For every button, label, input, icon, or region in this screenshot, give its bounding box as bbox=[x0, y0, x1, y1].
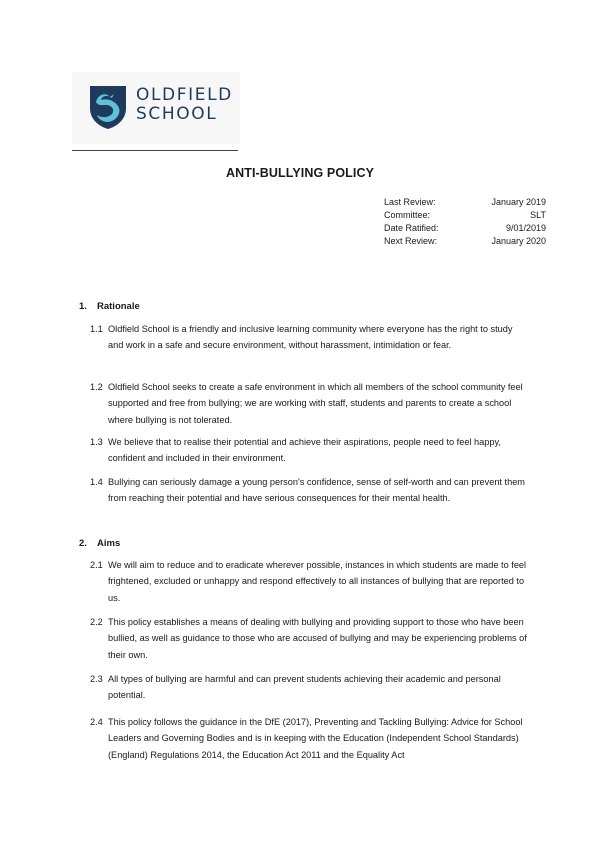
meta-label: Last Review: bbox=[384, 197, 436, 207]
item-number: 2.3 bbox=[90, 674, 103, 684]
item-number: 1.1 bbox=[90, 324, 103, 334]
review-metadata bbox=[384, 196, 546, 248]
meta-row bbox=[384, 209, 546, 222]
section-heading-rationale bbox=[79, 300, 140, 313]
policy-item bbox=[90, 614, 530, 663]
policy-item bbox=[90, 714, 530, 763]
policy-item bbox=[90, 474, 530, 507]
item-text: Oldfield School seeks to create a safe environment in which all members of the school community feel supported and free from bullying; we are working with staff, students and parents to create a school where bullying is not tolerated. bbox=[108, 382, 523, 425]
policy-item bbox=[90, 434, 530, 467]
section-number: 1. bbox=[79, 301, 87, 312]
logo-wordmark bbox=[136, 86, 233, 124]
item-number: 1.4 bbox=[90, 477, 103, 487]
item-number: 1.3 bbox=[90, 437, 103, 447]
policy-item bbox=[90, 321, 530, 354]
item-text: We will aim to reduce and to eradicate wherever possible, instances in which students are made to feel frightened, excluded or unhappy and respond effectively to all instances of bullying that are reported to us. bbox=[108, 560, 527, 603]
section-heading-aims bbox=[79, 537, 120, 550]
document-title: ANTI-BULLYING POLICY bbox=[225, 166, 375, 180]
meta-value: SLT bbox=[530, 210, 546, 220]
policy-item bbox=[90, 671, 530, 704]
meta-row bbox=[384, 222, 546, 235]
swan-shield-icon bbox=[88, 84, 128, 130]
policy-item bbox=[90, 557, 530, 606]
meta-label: Next Review: bbox=[384, 236, 438, 246]
meta-value: 9/01/2019 bbox=[505, 223, 546, 233]
meta-label: Date Ratified: bbox=[384, 223, 439, 233]
item-text: This policy follows the guidance in the DfE (2017), Preventing and Tackling Bullying: Advice for School Leaders and Governing Bodies and is in keeping with the Education (Independent School Standards) (England) Regulations 2014, the Education Act 2011 and the Equality Act bbox=[108, 717, 523, 760]
item-number: 1.2 bbox=[90, 382, 103, 392]
section-title: Rationale bbox=[97, 301, 140, 312]
logo-line-1: OLDFIELD bbox=[136, 85, 233, 105]
item-text: All types of bullying are harmful and can prevent students achieving their academic and personal potential. bbox=[108, 674, 501, 701]
logo-line-2: SCHOOL bbox=[136, 104, 218, 124]
school-logo bbox=[72, 72, 240, 144]
item-text: This policy establishes a means of dealing with bullying and providing support to those who have been bullied, as well as guidance to those who are accused of bullying and may be experiencing problems of their own. bbox=[108, 617, 527, 660]
policy-item bbox=[90, 379, 530, 428]
item-number: 2.2 bbox=[90, 617, 103, 627]
meta-row bbox=[384, 196, 546, 209]
meta-value: January 2020 bbox=[491, 236, 546, 246]
meta-value: January 2019 bbox=[491, 197, 546, 207]
section-title: Aims bbox=[97, 538, 121, 549]
section-number: 2. bbox=[79, 538, 87, 549]
header-divider bbox=[72, 150, 238, 151]
item-text: We believe that to realise their potential and achieve their aspirations, people need to feel happy, confident and included in their environment. bbox=[108, 437, 501, 464]
item-number: 2.1 bbox=[90, 560, 103, 570]
item-number: 2.4 bbox=[90, 717, 103, 727]
item-text: Oldfield School is a friendly and inclusive learning community where everyone has the right to study and work in a safe and secure environment, without harassment, intimidation or fear. bbox=[108, 324, 513, 351]
meta-row bbox=[384, 235, 546, 248]
meta-label: Committee: bbox=[384, 210, 431, 220]
item-text: Bullying can seriously damage a young person's confidence, sense of self-worth and can prevent them from reaching their potential and have serious consequences for their mental health. bbox=[108, 477, 525, 504]
